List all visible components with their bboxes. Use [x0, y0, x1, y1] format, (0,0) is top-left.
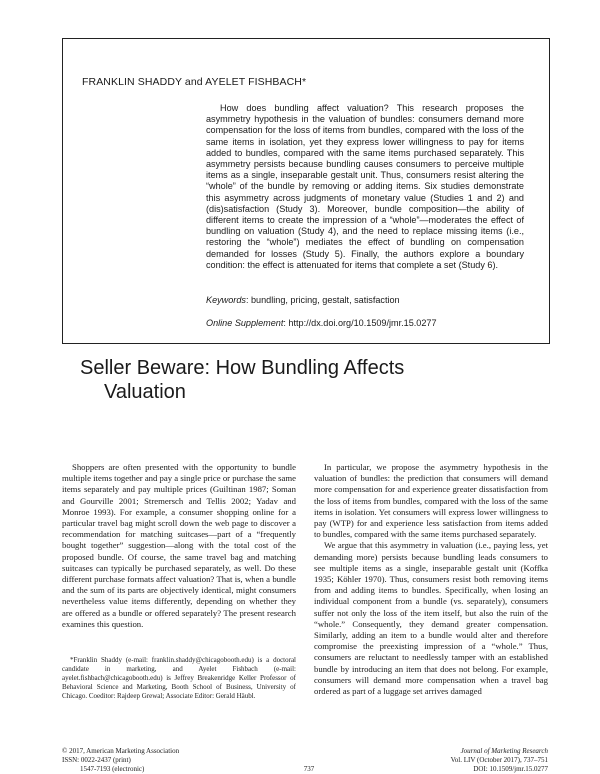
footer-left	[62, 747, 179, 774]
paragraph-hypothesis: In particular, we propose the asymmetry hypothesis in the valuation of bundles: the prediction that consumers will demand more compensation for and experience greater dissatisfaction from the loss of items from bundles, compared with the loss of the same items in isolation. Yet consumers will express lower willingness to pay (WTP) for and experience less satisfaction from items added to bundles, compared with the same items purchased separately.	[314, 462, 548, 540]
issn-electronic: 1547-7193 (electronic)	[80, 765, 145, 773]
left-column	[62, 462, 296, 630]
volume-info: Vol. LIV (October 2017), 737–751	[450, 756, 548, 764]
copyright: © 2017, American Marketing Association	[62, 747, 180, 755]
keywords	[206, 295, 536, 305]
article-title	[80, 356, 520, 404]
author-names: FRANKLIN SHADDY and AYELET FISHBACH*	[82, 76, 307, 88]
page-number: 737	[303, 765, 315, 773]
abstract-text: How does bundling affect valuation? This research proposes the asymmetry hypothesis in the valuation of bundles: consumers demand more compensation for the loss of items from bundles, compared with the loss of the same items in isolation, yet they express lower willingness to pay for items added to bundles, compared with the same items purchased separately. This asymmetry persists because bundling causes consumers to perceive multiple items as a single, inseparable gestalt unit. Thus, consumers resist altering the “whole” of the bundle by removing or adding items. Six studies demonstrate this asymmetry across judgments of monetary value (Studies 1 and 2) and (dis)satisfaction (Study 3). Moreover, bundle composition—the ability of different items to create the impression of a “whole”—moderates the effect of bundling on valuation (Study 4), and the need to replace missing items (i.e., restoring the “whole”) mediates the effect of bundling on compensation demanded for losses (Study 5). Finally, the authors explore a boundary condition: the effect is attenuated for items that complete a set (Study 6).	[206, 103, 524, 270]
title-line-1: Seller Beware: How Bundling Affects	[80, 357, 405, 379]
supplement-link[interactable]: : http://dx.doi.org/10.1509/jmr.15.0277	[283, 318, 437, 328]
paragraph-argument: We argue that this asymmetry in valuation (i.e., paying less, yet demanding more) persists because bundling leads consumers to see multiple items as a single, inseparable gestalt unit (Koffka 1935; Köhler 1970). Thus, consumers resist both removing items from and adding items to bundles. Specifically, when losing an individual component from a bundle (vs. separately), consumers suffer not only the loss of the item itself, but also the ruin of the “whole.” Consequently, they demand greater compensation. Similarly, adding an item to a bundle would alter and therefore compromise the preexisting impression of a “whole.” Thus, consumers are reluctant to needlessly tamper with an established bundle by introducing an item that does not belong. For example, consumers will demand more compensation when a travel bag ordered as part of a luggage set arrives damaged	[314, 540, 548, 697]
title-line-2: Valuation	[104, 381, 186, 403]
supplement-label: Online Supplement	[206, 318, 284, 328]
intro-paragraph: Shoppers are often presented with the opportunity to bundle multiple items together and pay a single price or purchase the same items separately and pay multiple prices (Guiltinan 1987; Soman and Gourville 2001; Stremersch and Tellis 2002; Yadav and Monroe 1993). For example, a consumer shopping online for a particular travel bag might scroll down the web page to discover a recommendation for matching suitcases—part of a “frequently bought together” suggestion—along with the total cost of the proposed bundle. Of course, the same travel bag and matching suitcases can typically be purchased separately, as well. Do these different purchase formats affect valuation? That is, when a bundle and the sum of its parts are objectively identical, might consumers nevertheless value items differently, depending on whether they are offered as a bundle or offered separately? The present research examines this question.	[62, 462, 296, 629]
issn-print: ISSN: 0022-2437 (print)	[62, 756, 131, 764]
online-supplement	[206, 318, 536, 328]
footer-right	[451, 747, 548, 774]
journal-name: Journal of Marketing Research	[460, 747, 548, 755]
doi: DOI: 10.1509/jmr.15.0277	[473, 765, 548, 773]
keywords-list: : bundling, pricing, gestalt, satisfaction	[245, 295, 400, 305]
keywords-label: Keywords	[206, 295, 246, 305]
author-footnote: *Franklin Shaddy (e-mail: franklin.shaddy@chicagobooth.edu) is a doctoral candidate in marketing, and Ayelet Fishbach (e-mail: ayelet.fishbach@chicagobooth.edu) is Jeffrey Breakenridge Keller Professor of Behavioral Science and Marketing, Booth School of Business, University of Chicago. Coeditor: Rajdeep Grewal; Associate Editor: Gerald Häubl.	[62, 656, 296, 700]
right-column	[314, 462, 548, 697]
